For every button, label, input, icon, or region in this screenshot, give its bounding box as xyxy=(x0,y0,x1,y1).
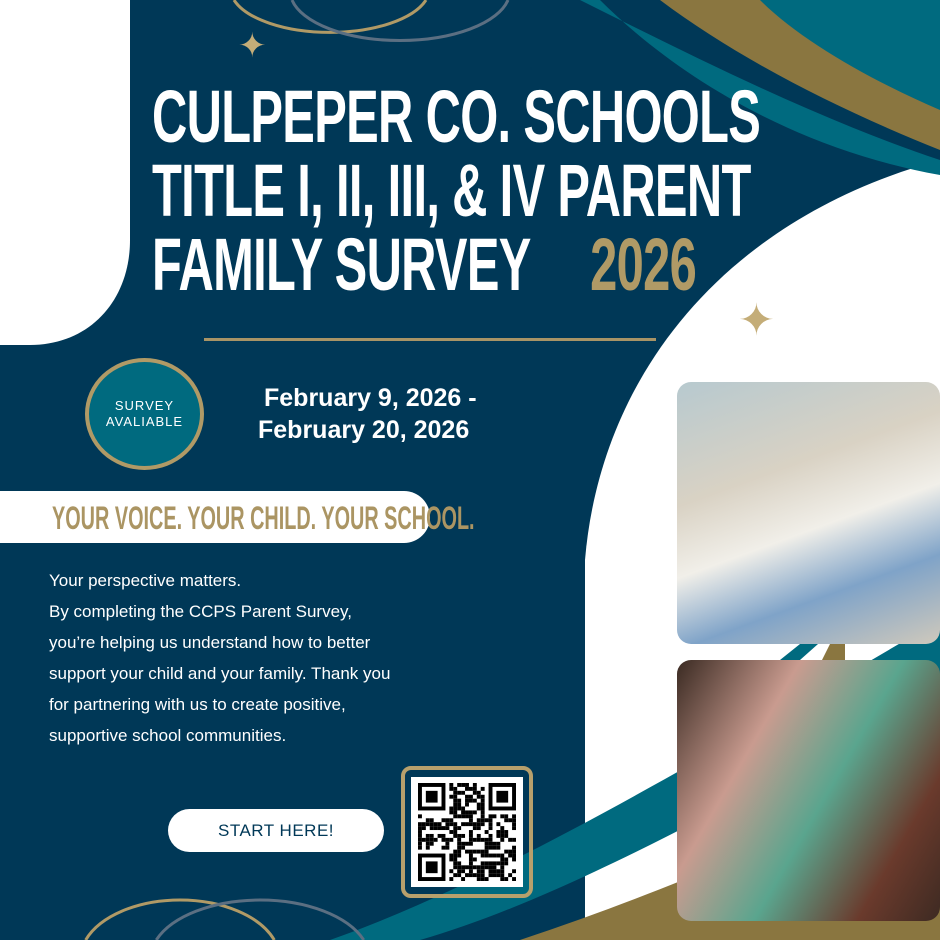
start-date: February 9, 2026 - xyxy=(264,384,477,412)
body-paragraph: By completing the CCPS Parent Survey, you’re helping us understand how to better support your child and your family. Thank you for partnering with us to create positive, supportive school communities. xyxy=(49,602,391,745)
qr-code[interactable] xyxy=(411,777,523,887)
title-divider xyxy=(204,338,656,341)
body-text xyxy=(49,565,399,751)
title-year: 2026 xyxy=(590,223,697,306)
title-line: CULPEPER CO. SCHOOLS xyxy=(152,75,761,158)
decorative-arc xyxy=(156,900,363,940)
title-line: FAMILY SURVEY xyxy=(152,223,531,306)
title-line: TITLE I, II, III, & IV PARENT xyxy=(152,149,751,232)
page-title xyxy=(152,75,761,306)
survey-available-badge xyxy=(85,358,204,470)
survey-dates xyxy=(258,382,477,446)
body-intro: Your perspective matters. xyxy=(49,571,242,590)
sparkle-icon: ✦ xyxy=(238,27,267,65)
sparkle-icon: ✦ xyxy=(738,296,775,345)
teacher-with-child-photo xyxy=(677,382,940,644)
badge-text: AVALIABLE xyxy=(105,414,184,429)
end-date: February 20, 2026 xyxy=(258,416,470,444)
badge-text: SURVEY xyxy=(114,398,175,413)
family-reading-photo xyxy=(677,660,940,921)
white-corner-block xyxy=(0,0,130,345)
slogan-text: YOUR VOICE. YOUR CHILD. YOUR SCHOOL. xyxy=(52,500,475,536)
start-here-button[interactable]: START HERE! xyxy=(168,809,384,852)
